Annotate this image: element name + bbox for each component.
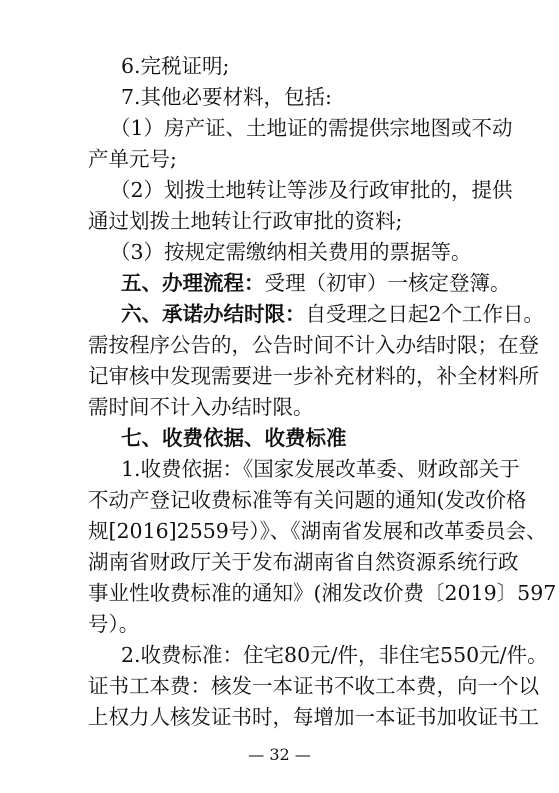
item-6-completed-tax-proof: 6.完税证明; — [121, 54, 230, 78]
fee-basis-line-3: 规[2016]2559号）》、《湖南省发展和改革委员会、 — [88, 519, 547, 543]
section-5-text: 受理（初审）一核定登簿。 — [264, 271, 511, 295]
sub-item-2-line-2: 通过划拨土地转让行政审批的资料; — [88, 209, 403, 233]
sub-item-2-line-1: （2）划拨土地转让等涉及行政审批的，提供 — [110, 178, 513, 202]
fee-basis-line-5: 事业性收费标准的通知》(湘发改价费〔2019〕597 — [88, 581, 557, 605]
sub-item-3: （3）按规定需缴纳相关费用的票据等。 — [110, 240, 472, 264]
fee-basis-line-1: 1.收费依据：《国家发展改革委、财政部关于 — [121, 457, 520, 481]
section-6-text: 自受理之日起2个工作日。 — [305, 302, 545, 326]
sub-item-1-line-1: （1）房产证、土地证的需提供宗地图或不动 — [110, 116, 513, 140]
sub-item-1-line-2: 产单元号; — [88, 147, 177, 171]
fee-standard-line-1: 2.收费标准：住宅80元/件，非住宅550元/件。 — [121, 643, 548, 667]
item-7-other-materials: 7.其他必要材料，包括: — [121, 85, 332, 109]
section-5-process — [121, 271, 511, 295]
fee-standard-line-2: 证书工本费：核发一本证书不收工本费，向一个以 — [88, 674, 539, 698]
fee-standard-line-3: 上权力人核发证书时，每增加一本证书加收证书工 — [88, 705, 539, 729]
section-6-time-limit — [121, 302, 545, 326]
section-6-heading: 六、承诺办结时限： — [121, 302, 306, 326]
section-6-line-3: 记审核中发现需要进一步补充材料的，补全材料所 — [88, 364, 539, 388]
section-5-heading: 五、办理流程： — [121, 271, 265, 295]
fee-basis-line-6: 号）。 — [88, 612, 140, 636]
section-7-heading: 七、收费依据、收费标准 — [121, 426, 347, 450]
fee-basis-line-4: 湖南省财政厅关于发布湖南省自然资源系统行政 — [88, 550, 519, 574]
page-number: — 32 — — [248, 745, 311, 764]
fee-basis-line-2: 不动产登记收费标准等有关问题的通知(发改价格 — [88, 488, 527, 512]
section-6-line-2: 需按程序公告的，公告时间不计入办结时限；在登 — [88, 333, 539, 357]
section-6-line-4: 需时间不计入办结时限。 — [88, 395, 314, 419]
